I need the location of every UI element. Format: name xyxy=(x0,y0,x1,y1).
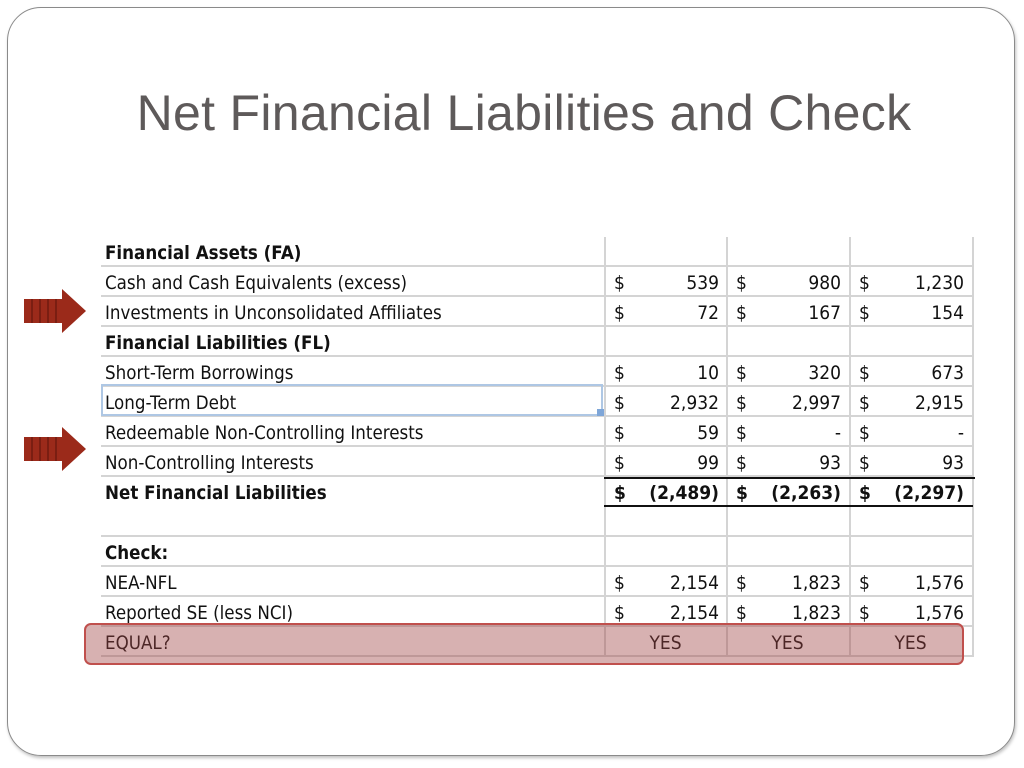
currency-symbol: $ xyxy=(614,302,625,324)
currency-symbol: $ xyxy=(614,362,625,384)
cell-value: 1,576 xyxy=(915,602,964,624)
column-divider xyxy=(726,507,728,537)
cell-value: 1,823 xyxy=(792,572,841,594)
currency-symbol: $ xyxy=(614,572,625,594)
table-row xyxy=(101,507,973,537)
financial-table xyxy=(101,237,973,657)
column-divider xyxy=(972,387,974,417)
table-row xyxy=(101,537,973,567)
cell-value: 99 xyxy=(697,452,719,474)
table-row xyxy=(101,567,973,597)
column-divider xyxy=(849,477,851,507)
column-divider xyxy=(972,357,974,387)
column-divider xyxy=(726,267,728,297)
table-row xyxy=(101,357,973,387)
currency-symbol: $ xyxy=(736,572,747,594)
cell-value: 2,915 xyxy=(915,392,964,414)
currency-symbol: $ xyxy=(736,602,747,624)
currency-symbol: $ xyxy=(736,452,747,474)
currency-symbol: $ xyxy=(736,272,747,294)
total-rule xyxy=(604,477,975,479)
column-divider xyxy=(604,357,606,387)
cell-value: 59 xyxy=(697,422,719,444)
currency-symbol: $ xyxy=(614,422,625,444)
column-divider xyxy=(604,267,606,297)
equal-row-highlight xyxy=(84,623,964,665)
currency-symbol: $ xyxy=(859,482,871,504)
row-label: Investments in Unconsolidated Affiliates xyxy=(105,302,442,324)
column-divider xyxy=(972,267,974,297)
cell-value: 10 xyxy=(697,362,719,384)
column-divider xyxy=(604,477,606,507)
currency-symbol: $ xyxy=(859,572,870,594)
check-result: YES xyxy=(649,632,682,654)
column-divider xyxy=(726,447,728,477)
currency-symbol: $ xyxy=(736,362,747,384)
currency-symbol: $ xyxy=(614,392,625,414)
row-label: Check: xyxy=(105,542,169,564)
column-divider xyxy=(972,447,974,477)
currency-symbol: $ xyxy=(859,362,870,384)
row-label: Short-Term Borrowings xyxy=(105,362,294,384)
currency-symbol: $ xyxy=(859,452,870,474)
cell-value: 1,230 xyxy=(915,272,964,294)
column-divider xyxy=(849,567,851,597)
cell-value: (2,263) xyxy=(771,482,841,504)
column-divider xyxy=(726,387,728,417)
table-row xyxy=(101,327,973,357)
column-divider xyxy=(972,297,974,327)
column-divider xyxy=(726,537,728,567)
cell-value: 1,823 xyxy=(792,602,841,624)
column-divider xyxy=(726,327,728,357)
table-row xyxy=(101,417,973,447)
currency-symbol: $ xyxy=(736,302,747,324)
currency-symbol: $ xyxy=(859,302,870,324)
column-divider xyxy=(972,597,974,627)
column-divider xyxy=(604,567,606,597)
cell-value: (2,297) xyxy=(894,482,964,504)
column-divider xyxy=(604,417,606,447)
row-label: Redeemable Non-Controlling Interests xyxy=(105,422,424,444)
column-divider xyxy=(726,357,728,387)
column-divider xyxy=(604,507,606,537)
cell-value: 2,154 xyxy=(670,602,719,624)
column-divider xyxy=(604,327,606,357)
column-divider xyxy=(604,237,606,267)
column-divider xyxy=(972,477,974,507)
arrow-right-icon xyxy=(24,427,86,471)
cell-value: 673 xyxy=(931,362,964,384)
cell-value: 320 xyxy=(808,362,841,384)
cell-value: 2,932 xyxy=(670,392,719,414)
currency-symbol: $ xyxy=(614,452,625,474)
cell-selection-box xyxy=(101,384,603,416)
row-label: NEA-NFL xyxy=(105,572,177,594)
cell-value: 93 xyxy=(819,452,841,474)
row-label: Cash and Cash Equivalents (excess) xyxy=(105,272,408,294)
row-label: Reported SE (less NCI) xyxy=(105,602,293,624)
column-divider xyxy=(849,327,851,357)
column-divider xyxy=(972,567,974,597)
currency-symbol: $ xyxy=(614,482,626,504)
cell-value: 2,154 xyxy=(670,572,719,594)
column-divider xyxy=(849,237,851,267)
currency-symbol: $ xyxy=(859,392,870,414)
cell-value: 1,576 xyxy=(915,572,964,594)
cell-value: 93 xyxy=(942,452,964,474)
column-divider xyxy=(972,417,974,447)
cell-value: 980 xyxy=(808,272,841,294)
table-row xyxy=(101,267,973,297)
column-divider xyxy=(604,447,606,477)
column-divider xyxy=(726,417,728,447)
column-divider xyxy=(849,387,851,417)
column-divider xyxy=(849,447,851,477)
column-divider xyxy=(972,537,974,567)
currency-symbol: $ xyxy=(859,602,870,624)
check-result: YES xyxy=(894,632,927,654)
table-row xyxy=(101,477,973,507)
cell-value: 539 xyxy=(686,272,719,294)
table-row xyxy=(101,237,973,267)
row-label: Financial Assets (FA) xyxy=(105,242,302,264)
row-label: Non-Controlling Interests xyxy=(105,452,314,474)
table-row xyxy=(101,297,973,327)
column-divider xyxy=(604,537,606,567)
column-divider xyxy=(849,297,851,327)
table-row xyxy=(101,447,973,477)
cell-value: 72 xyxy=(697,302,719,324)
cell-value: 154 xyxy=(931,302,964,324)
currency-symbol: $ xyxy=(736,482,748,504)
cell-value: - xyxy=(834,422,841,444)
currency-symbol: $ xyxy=(736,392,747,414)
column-divider xyxy=(726,237,728,267)
check-result: YES xyxy=(771,632,804,654)
column-divider xyxy=(972,507,974,537)
currency-symbol: $ xyxy=(614,602,625,624)
column-divider xyxy=(849,357,851,387)
column-divider xyxy=(604,297,606,327)
cell-value: 167 xyxy=(808,302,841,324)
currency-symbol: $ xyxy=(736,422,747,444)
row-label: Financial Liabilities (FL) xyxy=(105,332,331,354)
row-label: Long-Term Debt xyxy=(105,392,237,414)
currency-symbol: $ xyxy=(859,272,870,294)
column-divider xyxy=(726,477,728,507)
cell-value: 2,997 xyxy=(792,392,841,414)
row-label: Net Financial Liabilities xyxy=(105,482,327,504)
currency-symbol: $ xyxy=(859,422,870,444)
slide-title: Net Financial Liabilities and Check xyxy=(136,85,912,141)
column-divider xyxy=(972,237,974,267)
column-divider xyxy=(972,627,974,657)
column-divider xyxy=(849,507,851,537)
column-divider xyxy=(849,267,851,297)
column-divider xyxy=(726,567,728,597)
row-label: EQUAL? xyxy=(105,632,171,654)
cell-value: - xyxy=(957,422,964,444)
selection-fill-handle[interactable] xyxy=(597,409,604,416)
column-divider xyxy=(849,417,851,447)
column-divider xyxy=(604,387,606,417)
column-divider xyxy=(972,327,974,357)
cell-value: (2,489) xyxy=(649,482,719,504)
column-divider xyxy=(726,297,728,327)
arrow-right-icon xyxy=(24,289,86,333)
currency-symbol: $ xyxy=(614,272,625,294)
column-divider xyxy=(849,537,851,567)
